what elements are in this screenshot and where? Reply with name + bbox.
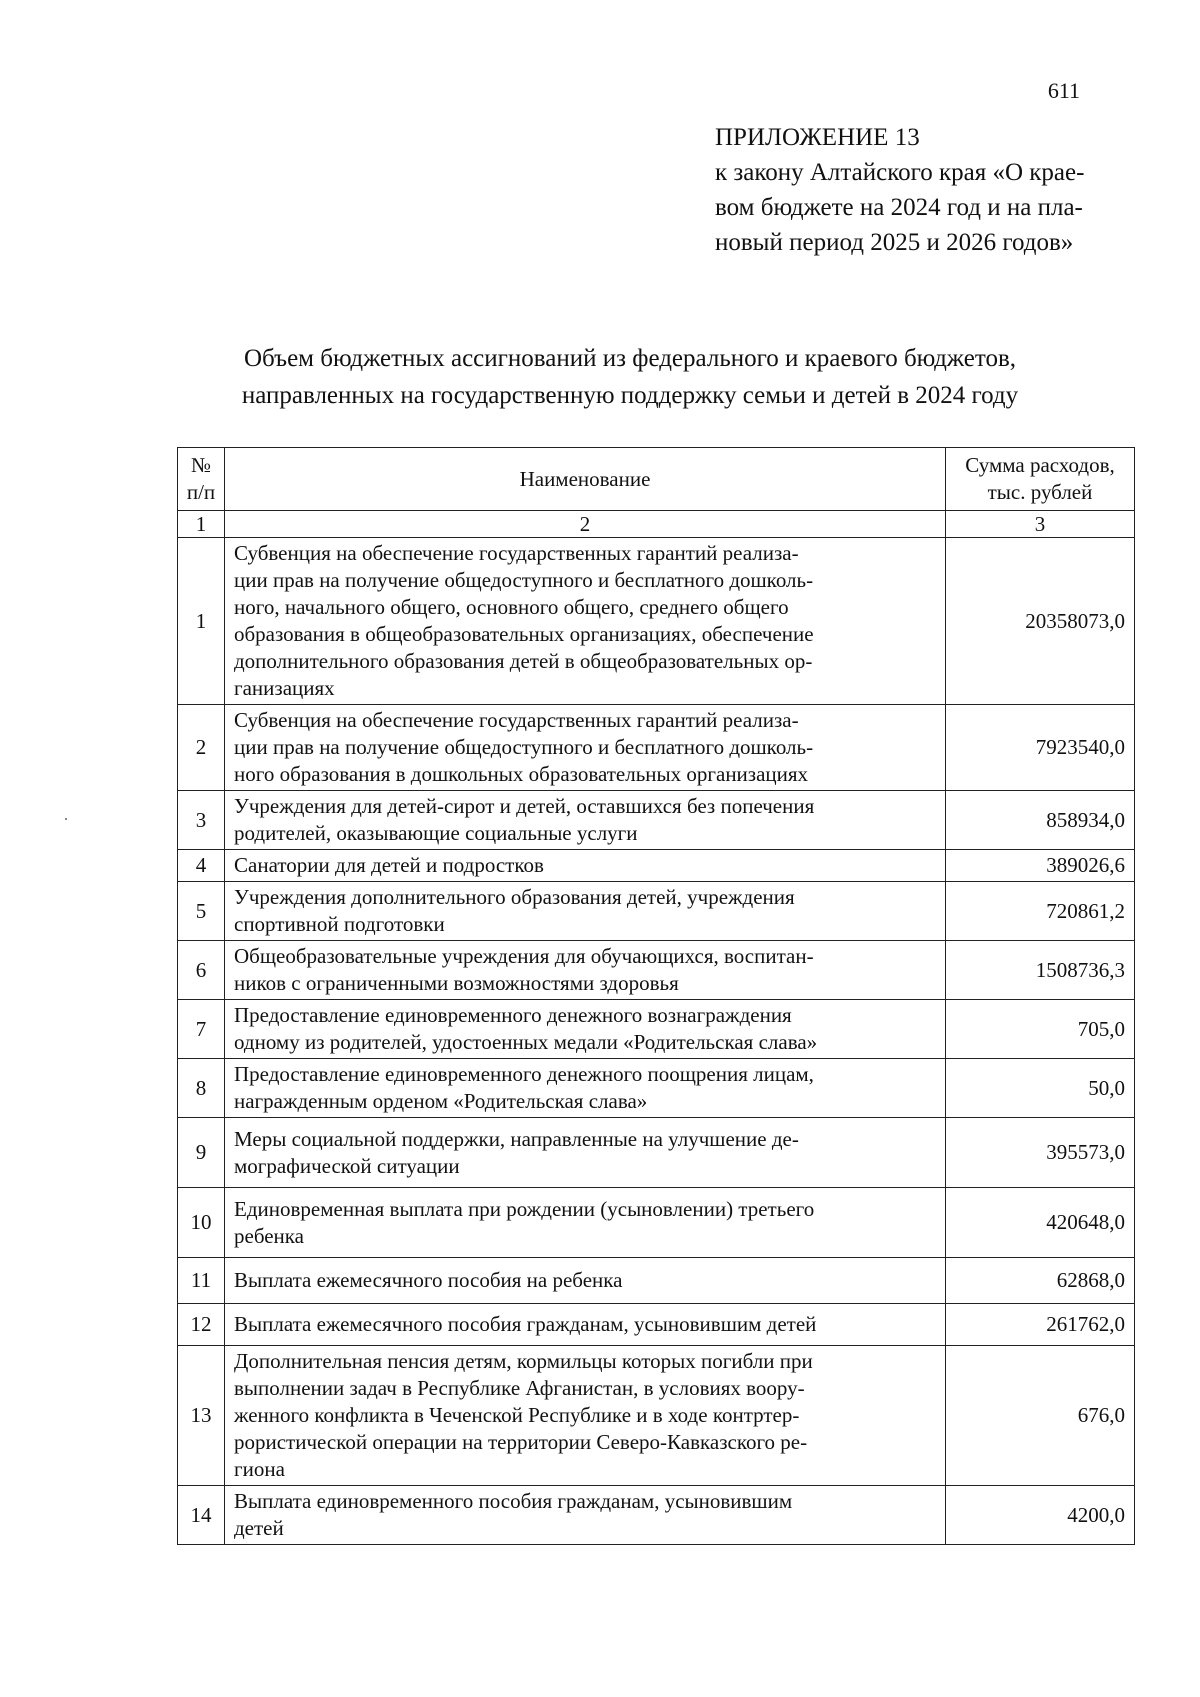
row-sum: 50,0 [946,1059,1135,1118]
row-name: Выплата единовременного пособия гражданам, усыновившим детей [225,1486,946,1545]
row-sum: 20358073,0 [946,538,1135,705]
row-name: Меры социальной поддержки, направленные на улучшение де- мографической ситуации [225,1118,946,1188]
row-name: Субвенция на обеспечение государственных гарантий реализа- ции прав на получение общедоступного и бесплатного дошколь- ного образования в дошкольных образовательных организациях [225,705,946,791]
row-sum: 4200,0 [946,1486,1135,1545]
row-sum: 7923540,0 [946,705,1135,791]
table-row [178,1059,1135,1118]
header-name [225,448,946,511]
row-sum: 1508736,3 [946,941,1135,1000]
table-row [178,1346,1135,1486]
column-index-row [178,511,1135,538]
row-sum: 858934,0 [946,791,1135,850]
row-number: 6 [178,941,225,1000]
table-row [178,1188,1135,1258]
row-sum: 676,0 [946,1346,1135,1486]
row-number: 12 [178,1304,225,1346]
row-name: Выплата ежемесячного пособия на ребенка [225,1258,946,1304]
row-sum: 389026,6 [946,850,1135,882]
row-name: Выплата ежемесячного пособия гражданам, усыновившим детей [225,1304,946,1346]
row-name: Предоставление единовременного денежного вознаграждения одному из родителей, удостоенных медали «Родительская слава» [225,1000,946,1059]
row-number: 3 [178,791,225,850]
appendix-header [715,120,1135,260]
appendix-line: вом бюджете на 2024 год и на пла- [715,194,1083,221]
row-sum: 395573,0 [946,1118,1135,1188]
row-sum: 62868,0 [946,1258,1135,1304]
row-name: Единовременная выплата при рождении (усыновлении) третьего ребенка [225,1188,946,1258]
table-row [178,791,1135,850]
row-number: 5 [178,882,225,941]
row-number: 9 [178,1118,225,1188]
scan-speck [65,818,67,820]
row-sum: 720861,2 [946,882,1135,941]
row-name: Общеобразовательные учреждения для обучающихся, воспитан- ников с ограниченными возможностями здоровья [225,941,946,1000]
row-sum: 705,0 [946,1000,1135,1059]
row-number: 2 [178,705,225,791]
header-num [178,448,225,511]
budget-table [177,447,1135,1545]
row-name: Предоставление единовременного денежного поощрения лицам, награжденным орденом «Родительская слава» [225,1059,946,1118]
table-header-row [178,448,1135,511]
row-number: 4 [178,850,225,882]
table-row [178,941,1135,1000]
row-name: Санатории для детей и подростков [225,850,946,882]
row-name: Учреждения для детей-сирот и детей, оставшихся без попечения родителей, оказывающие социальные услуги [225,791,946,850]
header-sum-text: Сумма расходов, тыс. рублей [965,453,1115,504]
appendix-line: к закону Алтайского края «О крае- [715,159,1085,186]
table-row [178,1304,1135,1346]
table-row [178,1118,1135,1188]
column-index: 3 [946,511,1135,538]
appendix-title: ПРИЛОЖЕНИЕ 13 [715,124,920,151]
document-title [180,340,1080,414]
header-sum [946,448,1135,511]
title-line: Объем бюджетных ассигнований из федерального и краевого бюджетов, [244,345,1016,372]
column-index: 2 [225,511,946,538]
row-number: 11 [178,1258,225,1304]
row-number: 10 [178,1188,225,1258]
row-number: 1 [178,538,225,705]
page-number: 611 [1047,78,1080,103]
row-number: 7 [178,1000,225,1059]
header-name-text: Наименование [519,466,651,491]
appendix-line: новый период 2025 и 2026 годов» [715,229,1074,256]
table-row [178,882,1135,941]
table-row [178,1000,1135,1059]
table-row [178,705,1135,791]
header-num-text: № п/п [186,453,216,504]
table-row [178,850,1135,882]
row-number: 13 [178,1346,225,1486]
row-sum: 261762,0 [946,1304,1135,1346]
row-number: 8 [178,1059,225,1118]
row-name: Учреждения дополнительного образования детей, учреждения спортивной подготовки [225,882,946,941]
title-line: направленных на государственную поддержку семьи и детей в 2024 году [241,382,1019,409]
row-name: Дополнительная пенсия детям, кормильцы которых погибли при выполнении задач в Республике Афганистан, в условиях воору- женного конфликта в Чеченской Республике и в ходе контртер- рористической операции на территории Северо-Кавказского ре- гиона [225,1346,946,1486]
table-body [178,538,1135,1545]
row-sum: 420648,0 [946,1188,1135,1258]
row-number: 14 [178,1486,225,1545]
table-row [178,538,1135,705]
column-index: 1 [178,511,225,538]
table-row [178,1258,1135,1304]
row-name: Субвенция на обеспечение государственных гарантий реализа- ции прав на получение общедоступного и бесплатного дошколь- ного, начального общего, основного общего, среднего общего образования в общеобразовательных организациях, обеспечение дополнительного образования детей в общеобразовательных ор- ганизациях [225,538,946,705]
table-row [178,1486,1135,1545]
